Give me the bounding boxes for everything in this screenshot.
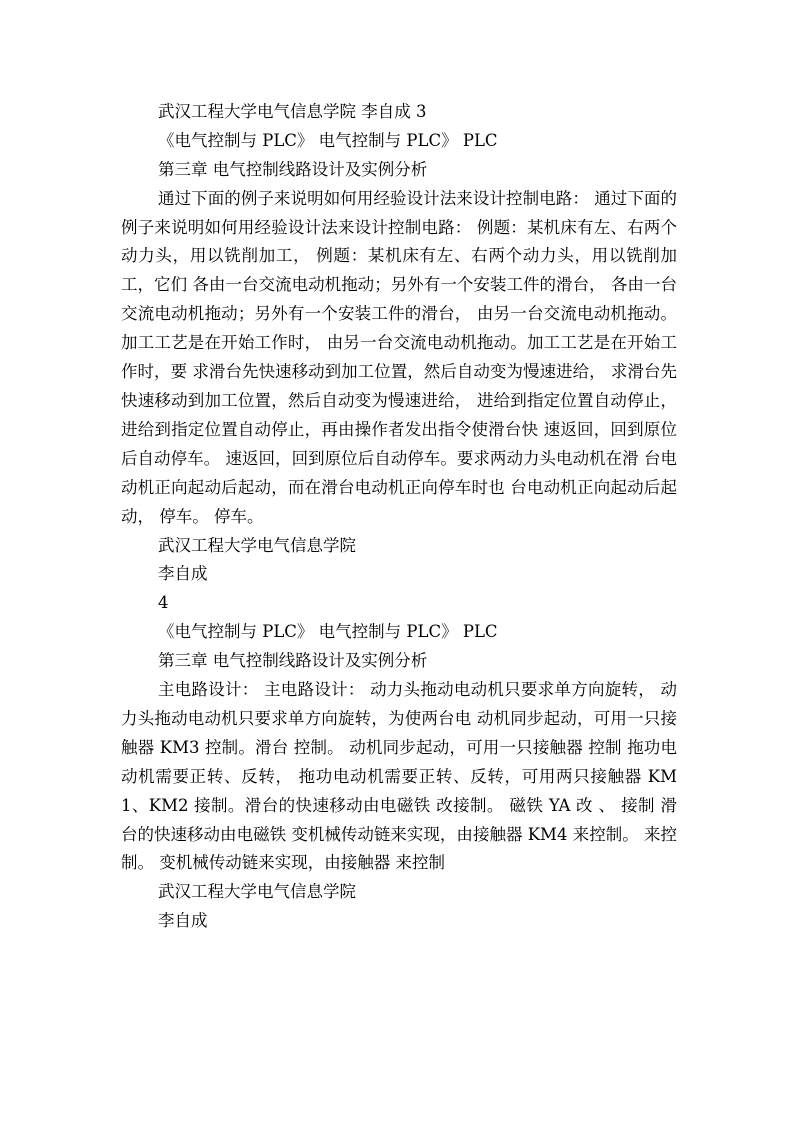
page-number: 4 [158,593,169,613]
author-line: 李自成 [158,564,208,584]
chapter-title: 第三章 电气控制线路设计及实例分析 [158,651,428,671]
body-paragraph-example: 通过下面的例子来说明如何用经验设计法来设计控制电路： 通过下面的例子来说明如何用经验设计法来设计控制电路： 例题：某机床有左、右两个动力头，用以铣削加工， 例题：某机床有左、右两个动力头，用以铣削加工，它们 各由一台交流电动机拖动；另外有一个安装工件的滑台， 各由一台交流电动机拖动；另外有一个安装工件的滑台， 由另一台交流电动机拖动。加工工艺是在开始工作时， 由另一台交流电动机拖动。加工工艺是在开始工作时，要 求滑台先快速移动到加工位置，然后自动变为慢速进给， 求滑台先快速移动到加工位置，然后自动变为慢速进给， 进给到指定位置自动停止， 进给到指定位置自动停止，再由操作者发出指令使滑台快 速返回，回到原位后自动停车。 速返回，回到原位后自动停车。要求两动力头电动机在滑 台电动机正向起动后起动，而在滑台电动机正向停车时也 台电动机正向起动后起动， 停车。 停车。 [121,188,677,526]
book-title-line: 《电气控制与 PLC》 电气控制与 PLC》 PLC [158,622,498,642]
chapter-title: 第三章 电气控制线路设计及实例分析 [158,159,428,179]
book-title-line: 《电气控制与 PLC》 电气控制与 PLC》 PLC [158,130,498,150]
institute-line: 武汉工程大学电气信息学院 [158,882,356,902]
body-paragraph-main-circuit: 主电路设计： 主电路设计： 动力头拖动电动机只要求单方向旋转， 动力头拖动电动机只要求单方向旋转，为使两台电 动机同步起动，可用一只接触器 KM3 控制。滑台 控制。 动机同步起动，可用一只接触器 控制 拖功电动机需要正转、反转， 拖功电动机需要正转、反转，可用两只接触器 KM1、KM2 接制。滑台的快速移动由电磁铁 改接制。 磁铁 YA 改 、 接制 滑台的快速移动由电磁铁 变机械传动链来实现，由接触器 KM4 来控制。 来控制。 变机械传动链来实现，由接触器 来控制 [121,680,677,873]
author-line: 李自成 [158,911,208,931]
header-line: 武汉工程大学电气信息学院 李自成 3 [158,102,427,121]
document-page [121,98,677,936]
institute-line: 武汉工程大学电气信息学院 [158,535,356,555]
